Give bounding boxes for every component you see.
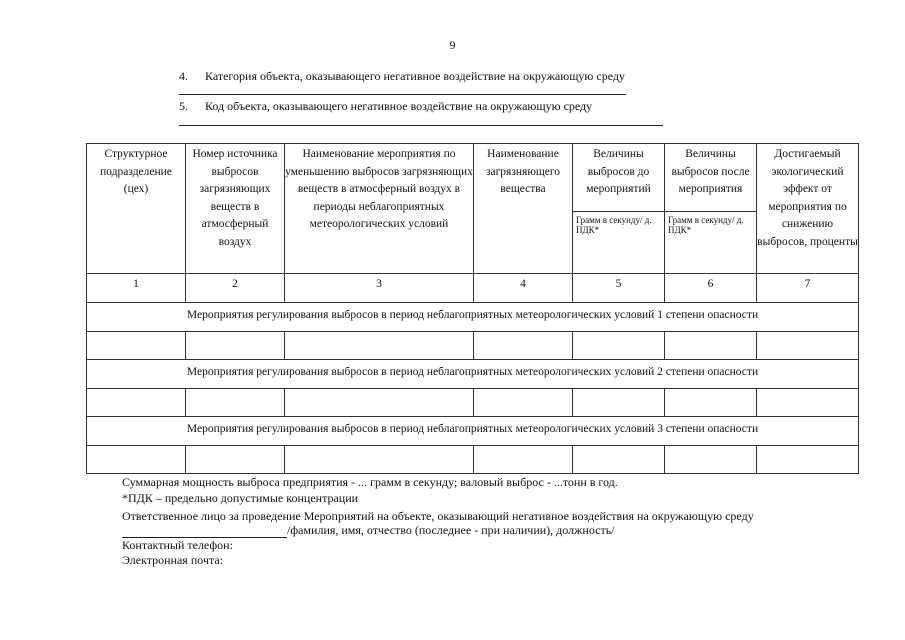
section-row-danger-2: Мероприятия регулирования выбросов в период неблагоприятных метеорологических условий 2 степени опасности bbox=[87, 360, 859, 389]
column-number: 1 bbox=[87, 274, 186, 303]
item-number: 5. bbox=[179, 99, 188, 113]
table-cell bbox=[87, 446, 186, 474]
column-number: 5 bbox=[573, 274, 665, 303]
contact-email: Электронная почта: bbox=[122, 553, 224, 567]
table-row bbox=[87, 389, 859, 417]
table-cell bbox=[573, 389, 665, 417]
table-row bbox=[87, 446, 859, 474]
fill-line-category bbox=[179, 94, 626, 95]
table-cell bbox=[665, 446, 757, 474]
fill-line-code bbox=[179, 125, 663, 126]
item-category bbox=[179, 69, 625, 84]
responsible-person-fill bbox=[122, 523, 615, 538]
page-number: 9 bbox=[449, 38, 456, 52]
table-cell bbox=[757, 446, 859, 474]
pdk-footnote: *ПДК – предельно допустимые концентрации bbox=[122, 491, 359, 505]
responsible-hint: /фамилия, имя, отчество (последнее - при наличии), должность/ bbox=[287, 523, 615, 537]
header-emissions-before: Величины выбросов до мероприятий bbox=[573, 144, 665, 212]
table-row bbox=[87, 332, 859, 360]
table-cell bbox=[87, 389, 186, 417]
table-cell bbox=[573, 332, 665, 360]
item-code bbox=[179, 99, 592, 114]
header-department: Структурное подразделение (цех) bbox=[87, 144, 186, 274]
measures-table bbox=[86, 143, 859, 474]
header-source-number: Номер источника выбросов загрязняющих веществ в атмосферный воздух bbox=[186, 144, 285, 274]
responsible-person-line: Ответственное лицо за проведение Мероприятий на объекте, оказывающий негативное воздействия на окружающую среду bbox=[122, 509, 754, 523]
item-number: 4. bbox=[179, 69, 188, 83]
item-text: Категория объекта, оказывающего негативное воздействие на окружающую среду bbox=[205, 69, 625, 83]
table-cell bbox=[285, 446, 474, 474]
table-cell bbox=[757, 389, 859, 417]
column-number: 2 bbox=[186, 274, 285, 303]
table-cell bbox=[474, 332, 573, 360]
section-row-danger-1: Мероприятия регулирования выбросов в период неблагоприятных метеорологических условий 1 степени опасности bbox=[87, 303, 859, 332]
contact-phone: Контактный телефон: bbox=[122, 538, 233, 552]
table-cell bbox=[665, 389, 757, 417]
subheader-before-units: Грамм в секунду/ д. ПДК* bbox=[573, 212, 665, 274]
header-substance-name: Наименование загрязняющего вещества bbox=[474, 144, 573, 274]
table-cell bbox=[186, 389, 285, 417]
subheader-after-units: Грамм в секунду/ д. ПДК* bbox=[665, 212, 757, 274]
table-cell bbox=[474, 446, 573, 474]
table-cell bbox=[573, 446, 665, 474]
column-number: 4 bbox=[474, 274, 573, 303]
table-cell bbox=[186, 446, 285, 474]
total-power-line: Суммарная мощность выброса предприятия - ... грамм в секунду; валовый выброс - ...тонн в год. bbox=[122, 475, 618, 489]
column-number: 6 bbox=[665, 274, 757, 303]
column-number: 3 bbox=[285, 274, 474, 303]
item-text: Код объекта, оказывающего негативное воздействие на окружающую среду bbox=[205, 99, 593, 113]
table-cell bbox=[665, 332, 757, 360]
table-cell bbox=[285, 389, 474, 417]
fill-line-name bbox=[122, 525, 287, 538]
header-ecological-effect: Достигаемый экологический эффект от мероприятия по снижению выбросов, проценты bbox=[757, 144, 859, 274]
table-cell bbox=[186, 332, 285, 360]
table-cell bbox=[87, 332, 186, 360]
header-measure-name: Наименование мероприятия по уменьшению выбросов загрязняющих веществ в атмосферный воздух в периоды неблагоприятных метеорологических условий bbox=[285, 144, 474, 274]
table-cell bbox=[474, 389, 573, 417]
table-cell bbox=[285, 332, 474, 360]
header-emissions-after: Величины выбросов после мероприятия bbox=[665, 144, 757, 212]
column-number: 7 bbox=[757, 274, 859, 303]
table-cell bbox=[757, 332, 859, 360]
section-row-danger-3: Мероприятия регулирования выбросов в период неблагоприятных метеорологических условий 3 степени опасности bbox=[87, 417, 859, 446]
